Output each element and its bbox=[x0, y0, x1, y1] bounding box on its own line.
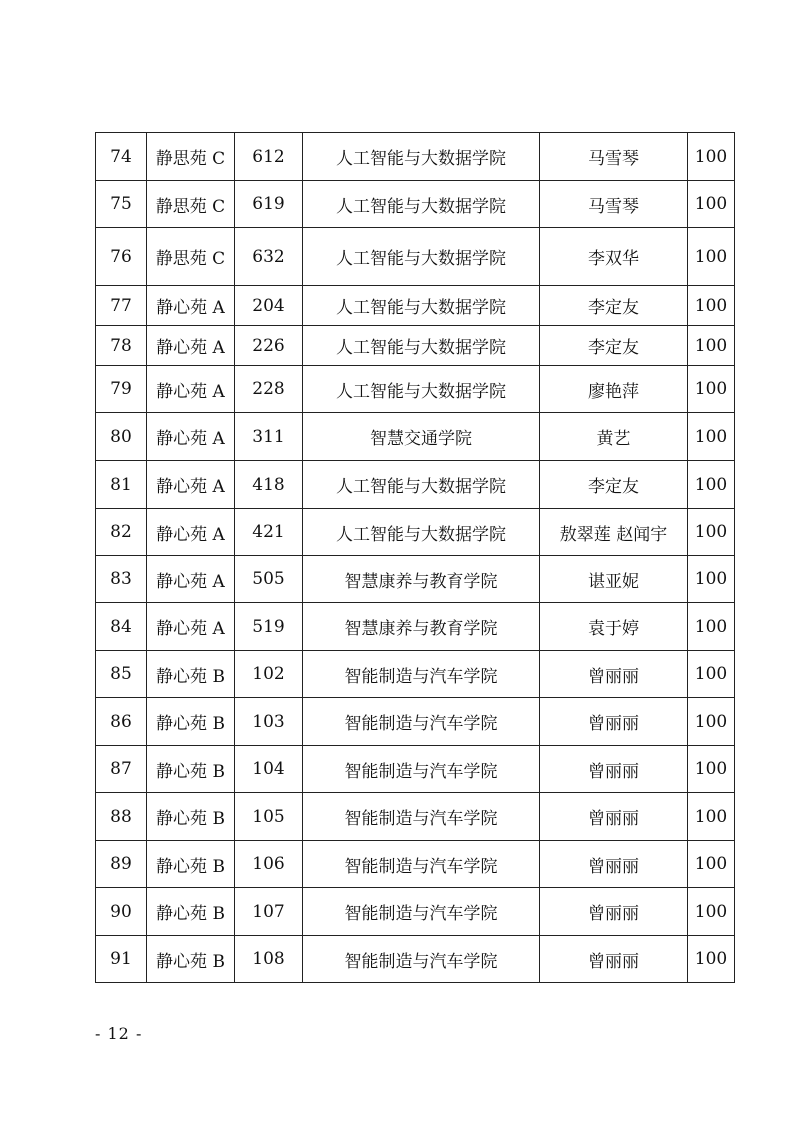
cell-score: 100 bbox=[688, 746, 735, 793]
cell-building: 静心苑 B bbox=[147, 793, 235, 841]
cell-score: 100 bbox=[688, 651, 735, 698]
cell-building: 静心苑 A bbox=[147, 509, 235, 556]
cell-room: 519 bbox=[235, 603, 303, 651]
cell-building: 静心苑 B bbox=[147, 746, 235, 793]
cell-college: 人工智能与大数据学院 bbox=[303, 181, 540, 228]
cell-score: 100 bbox=[688, 461, 735, 509]
cell-building: 静心苑 B bbox=[147, 936, 235, 983]
dormitory-score-table bbox=[95, 132, 735, 983]
cell-college: 智能制造与汽车学院 bbox=[303, 793, 540, 841]
cell-number: 77 bbox=[96, 286, 147, 326]
cell-name: 曾丽丽 bbox=[540, 698, 688, 746]
cell-room: 619 bbox=[235, 181, 303, 228]
cell-college: 智能制造与汽车学院 bbox=[303, 698, 540, 746]
cell-building: 静心苑 B bbox=[147, 841, 235, 888]
cell-room: 107 bbox=[235, 888, 303, 936]
cell-room: 108 bbox=[235, 936, 303, 983]
cell-building: 静心苑 A bbox=[147, 603, 235, 651]
cell-college: 智能制造与汽车学院 bbox=[303, 651, 540, 698]
cell-name: 李定友 bbox=[540, 286, 688, 326]
cell-college: 智能制造与汽车学院 bbox=[303, 746, 540, 793]
cell-number: 91 bbox=[96, 936, 147, 983]
cell-score: 100 bbox=[688, 793, 735, 841]
cell-building: 静思苑 C bbox=[147, 228, 235, 286]
table-row bbox=[96, 936, 735, 983]
table-row bbox=[96, 556, 735, 603]
cell-building: 静心苑 B bbox=[147, 888, 235, 936]
table-row bbox=[96, 698, 735, 746]
cell-score: 100 bbox=[688, 603, 735, 651]
table-row bbox=[96, 509, 735, 556]
cell-score: 100 bbox=[688, 366, 735, 413]
cell-college: 人工智能与大数据学院 bbox=[303, 461, 540, 509]
cell-name: 谌亚妮 bbox=[540, 556, 688, 603]
cell-college: 智慧康养与教育学院 bbox=[303, 603, 540, 651]
cell-college: 人工智能与大数据学院 bbox=[303, 286, 540, 326]
cell-college: 人工智能与大数据学院 bbox=[303, 366, 540, 413]
cell-building: 静思苑 C bbox=[147, 133, 235, 181]
cell-room: 418 bbox=[235, 461, 303, 509]
cell-name: 黄艺 bbox=[540, 413, 688, 461]
cell-building: 静心苑 B bbox=[147, 651, 235, 698]
cell-score: 100 bbox=[688, 133, 735, 181]
cell-number: 79 bbox=[96, 366, 147, 413]
cell-building: 静心苑 A bbox=[147, 326, 235, 366]
cell-building: 静心苑 A bbox=[147, 413, 235, 461]
cell-college: 智慧交通学院 bbox=[303, 413, 540, 461]
cell-score: 100 bbox=[688, 509, 735, 556]
cell-number: 75 bbox=[96, 181, 147, 228]
cell-number: 81 bbox=[96, 461, 147, 509]
cell-college: 人工智能与大数据学院 bbox=[303, 228, 540, 286]
cell-building: 静心苑 B bbox=[147, 698, 235, 746]
cell-name: 曾丽丽 bbox=[540, 841, 688, 888]
table-row bbox=[96, 181, 735, 228]
cell-number: 84 bbox=[96, 603, 147, 651]
cell-room: 104 bbox=[235, 746, 303, 793]
cell-name: 曾丽丽 bbox=[540, 651, 688, 698]
table-row bbox=[96, 888, 735, 936]
cell-name: 敖翠莲 赵闻宇 bbox=[540, 509, 688, 556]
cell-name: 马雪琴 bbox=[540, 133, 688, 181]
cell-name: 曾丽丽 bbox=[540, 746, 688, 793]
cell-score: 100 bbox=[688, 228, 735, 286]
cell-name: 廖艳萍 bbox=[540, 366, 688, 413]
cell-college: 智能制造与汽车学院 bbox=[303, 888, 540, 936]
cell-number: 89 bbox=[96, 841, 147, 888]
cell-name: 曾丽丽 bbox=[540, 793, 688, 841]
cell-score: 100 bbox=[688, 936, 735, 983]
cell-room: 226 bbox=[235, 326, 303, 366]
cell-number: 86 bbox=[96, 698, 147, 746]
cell-college: 智能制造与汽车学院 bbox=[303, 936, 540, 983]
cell-score: 100 bbox=[688, 326, 735, 366]
cell-room: 612 bbox=[235, 133, 303, 181]
cell-room: 102 bbox=[235, 651, 303, 698]
cell-room: 103 bbox=[235, 698, 303, 746]
cell-college: 人工智能与大数据学院 bbox=[303, 326, 540, 366]
cell-college: 人工智能与大数据学院 bbox=[303, 509, 540, 556]
cell-room: 505 bbox=[235, 556, 303, 603]
cell-building: 静心苑 A bbox=[147, 366, 235, 413]
table-body bbox=[96, 133, 735, 983]
cell-room: 106 bbox=[235, 841, 303, 888]
cell-number: 74 bbox=[96, 133, 147, 181]
cell-number: 88 bbox=[96, 793, 147, 841]
cell-name: 曾丽丽 bbox=[540, 936, 688, 983]
table-row bbox=[96, 326, 735, 366]
cell-score: 100 bbox=[688, 841, 735, 888]
table-row bbox=[96, 286, 735, 326]
table-row bbox=[96, 366, 735, 413]
cell-name: 袁于婷 bbox=[540, 603, 688, 651]
cell-score: 100 bbox=[688, 698, 735, 746]
cell-score: 100 bbox=[688, 556, 735, 603]
table-row bbox=[96, 461, 735, 509]
cell-room: 105 bbox=[235, 793, 303, 841]
table-row bbox=[96, 793, 735, 841]
table-row bbox=[96, 413, 735, 461]
cell-number: 83 bbox=[96, 556, 147, 603]
cell-score: 100 bbox=[688, 286, 735, 326]
cell-name: 李定友 bbox=[540, 326, 688, 366]
table-row bbox=[96, 746, 735, 793]
table-row bbox=[96, 228, 735, 286]
cell-room: 421 bbox=[235, 509, 303, 556]
table-row bbox=[96, 603, 735, 651]
cell-number: 85 bbox=[96, 651, 147, 698]
cell-college: 人工智能与大数据学院 bbox=[303, 133, 540, 181]
cell-score: 100 bbox=[688, 181, 735, 228]
cell-score: 100 bbox=[688, 413, 735, 461]
cell-room: 228 bbox=[235, 366, 303, 413]
cell-name: 马雪琴 bbox=[540, 181, 688, 228]
cell-number: 76 bbox=[96, 228, 147, 286]
cell-building: 静思苑 C bbox=[147, 181, 235, 228]
cell-room: 204 bbox=[235, 286, 303, 326]
cell-name: 曾丽丽 bbox=[540, 888, 688, 936]
cell-name: 李双华 bbox=[540, 228, 688, 286]
cell-room: 311 bbox=[235, 413, 303, 461]
cell-college: 智慧康养与教育学院 bbox=[303, 556, 540, 603]
cell-number: 90 bbox=[96, 888, 147, 936]
cell-number: 87 bbox=[96, 746, 147, 793]
cell-room: 632 bbox=[235, 228, 303, 286]
table-row bbox=[96, 133, 735, 181]
cell-building: 静心苑 A bbox=[147, 461, 235, 509]
cell-building: 静心苑 A bbox=[147, 556, 235, 603]
cell-score: 100 bbox=[688, 888, 735, 936]
table-row bbox=[96, 651, 735, 698]
cell-number: 82 bbox=[96, 509, 147, 556]
cell-number: 78 bbox=[96, 326, 147, 366]
table-row bbox=[96, 841, 735, 888]
cell-name: 李定友 bbox=[540, 461, 688, 509]
cell-number: 80 bbox=[96, 413, 147, 461]
cell-building: 静心苑 A bbox=[147, 286, 235, 326]
page-number: - 12 - bbox=[95, 1024, 143, 1043]
cell-college: 智能制造与汽车学院 bbox=[303, 841, 540, 888]
